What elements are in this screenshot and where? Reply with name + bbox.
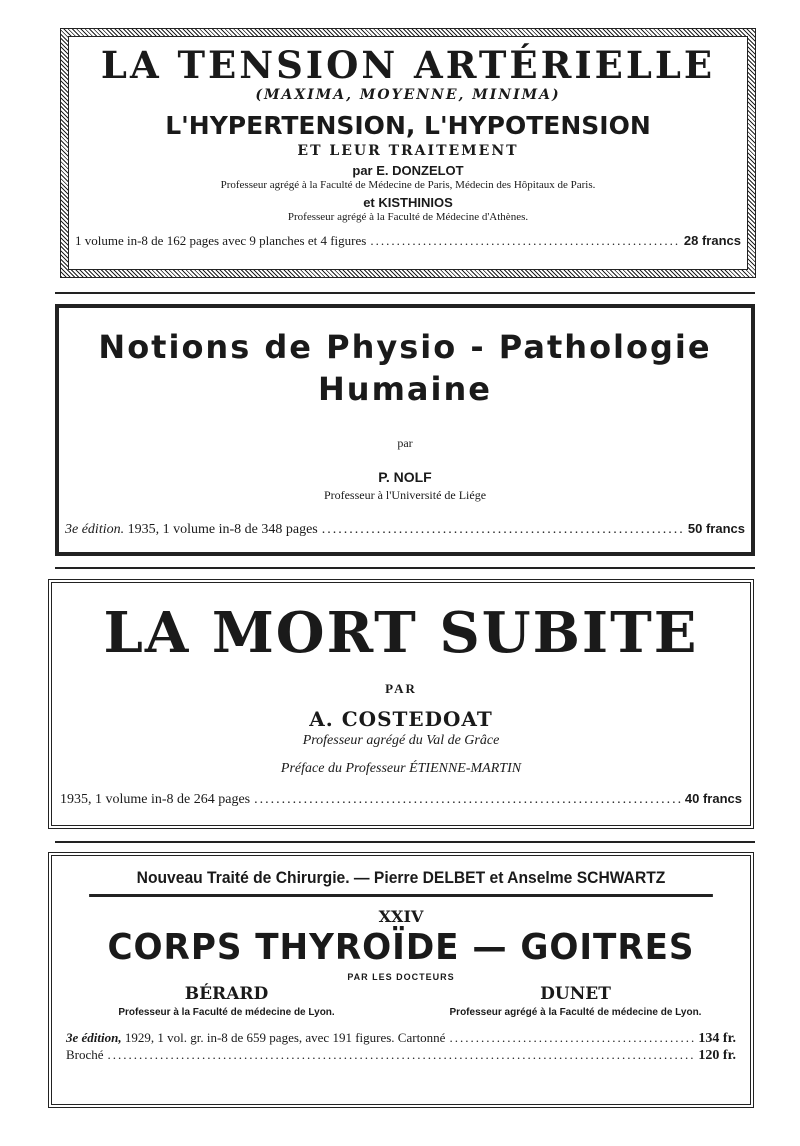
ad4-authors <box>52 984 750 1018</box>
ad2-edition: 3e édition. <box>65 522 125 537</box>
ad4-line1-price: 134 fr. <box>698 1031 736 1046</box>
ad3-author-affiliation: Professeur agrégé du Val de Grâce <box>302 733 500 748</box>
ad3-leader-dots <box>254 792 681 808</box>
ad2-par: par <box>397 436 413 450</box>
ad1-author1-affiliation: Professeur agrégé à la Faculté de Médecine de Paris, Médecin des Hôpitaux de Paris. <box>220 179 596 191</box>
ad4-author1-affiliation: Professeur à la Faculté de médecine de Lyon. <box>118 1007 335 1018</box>
ad1-title: LA TENSION ARTÉRIELLE <box>100 43 716 87</box>
ad-corps-thyroide <box>48 852 754 1108</box>
ad3-par: PAR <box>385 681 417 696</box>
ad-tension-arterielle <box>60 28 756 278</box>
ad4-par: PAR LES DOCTEURS <box>347 972 455 982</box>
ad4-author2-affiliation: Professeur agrégé à la Faculté de médecine de Lyon. <box>449 1007 702 1018</box>
ad2-title <box>59 326 751 410</box>
divider-rule <box>55 841 755 843</box>
ad1-subtitle: (MAXIMA, MOYENNE, MINIMA) <box>255 87 561 103</box>
ad4-edition: 3e édition, <box>66 1030 122 1045</box>
ad2-footer-text: 1935, 1 volume in-8 de 348 pages <box>127 522 318 537</box>
ad3-footer <box>60 791 742 808</box>
ad-mort-subite <box>48 579 754 829</box>
ad2-title-line2: Humaine <box>318 370 492 408</box>
ad3-footer-text: 1935, 1 volume in-8 de 264 pages <box>60 792 251 807</box>
ad4-line2-text: Broché <box>66 1047 104 1062</box>
ad1-title3: ET LEUR TRAITEMENT <box>297 143 519 159</box>
ad4-line1-text: 1929, 1 vol. gr. in-8 de 659 pages, avec 191 figures. Cartonné <box>124 1030 446 1045</box>
divider-rule <box>55 292 755 294</box>
ad4-leader-dots <box>108 1047 695 1063</box>
ad2-title-line1: Notions de Physio - Pathologie <box>98 328 712 366</box>
ad4-line-cartonne <box>66 1030 736 1047</box>
ad1-author2: et KISTHINIOS <box>363 195 453 210</box>
ad3-author: A. COSTEDOAT <box>309 707 493 731</box>
ad2-footer <box>65 521 745 538</box>
ad4-title: CORPS THYROÏDE — GOITRES <box>107 927 695 968</box>
ad1-author1: par E. DONZELOT <box>352 163 464 178</box>
ad4-author2: DUNET <box>540 984 611 1004</box>
ad4-volume-number: XXIV <box>378 907 424 926</box>
ad3-title: LA MORT SUBITE <box>103 600 699 666</box>
ad1-title2: L'HYPERTENSION, L'HYPOTENSION <box>165 111 651 140</box>
divider-rule <box>55 567 755 569</box>
ad4-author1-block <box>59 984 394 1018</box>
ad3-price: 40 francs <box>684 791 742 806</box>
ad2-author-affiliation: Professeur à l'Université de Liége <box>323 488 487 502</box>
ad2-leader-dots <box>322 522 684 538</box>
ad4-author1: BÉRARD <box>184 984 269 1004</box>
ad3-preface: Préface du Professeur ÉTIENNE-MARTIN <box>280 761 522 776</box>
ad1-footer <box>75 233 741 249</box>
ad1-leader-dots <box>370 233 680 249</box>
ad1-author2-affiliation: Professeur agrégé à la Faculté de Médecine d'Athènes. <box>287 211 529 223</box>
ad1-footer-text: 1 volume in-8 de 162 pages avec 9 planches et 4 figures <box>75 233 367 248</box>
ad1-price: 28 francs <box>683 233 741 248</box>
ad4-author2-block <box>408 984 743 1018</box>
ad4-line2-price: 120 fr. <box>698 1048 736 1063</box>
ad2-price: 50 francs <box>687 521 745 536</box>
ad-physio-pathologie <box>55 304 755 556</box>
ad2-author: P. NOLF <box>378 469 432 485</box>
ad4-header: Nouveau Traité de Chirurgie. — Pierre DELBET et Anselme SCHWARTZ <box>89 868 713 897</box>
ad4-leader-dots <box>449 1030 694 1046</box>
ad4-line-broche <box>66 1047 736 1064</box>
